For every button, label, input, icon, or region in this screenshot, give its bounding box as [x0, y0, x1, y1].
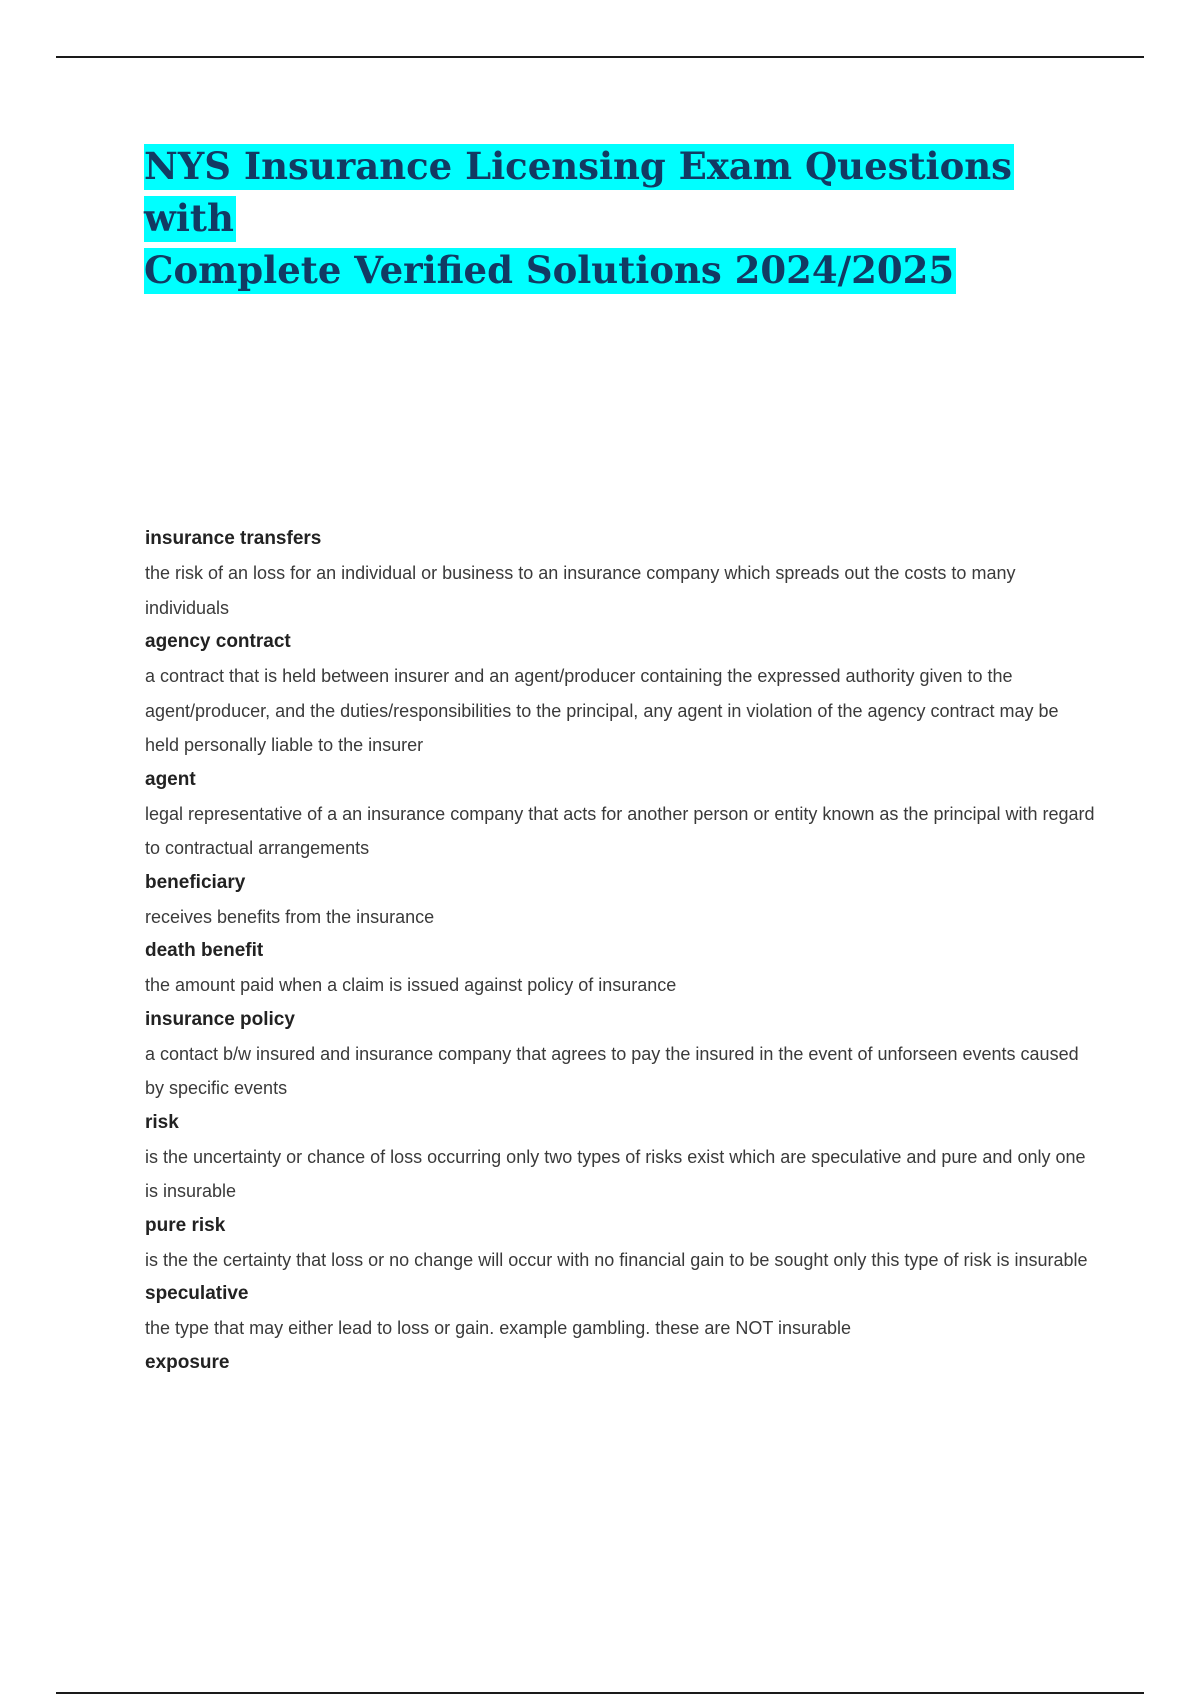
term-heading: pure risk	[145, 1214, 226, 1236]
term-heading: insurance transfers	[145, 528, 322, 549]
term-definition: the type that may either lead to loss or gain. example gambling. these are NOT insurable	[145, 1318, 852, 1338]
bottom-rule	[56, 1692, 1144, 1694]
term-definition: a contact b/w insured and insurance company that agrees to pay the insured in the event of unforseen events caused by specific events	[145, 1043, 1079, 1098]
term-heading: beneficiary	[145, 871, 246, 893]
term-definition: the risk of an loss for an individual or business to an insurance company which spreads out the costs to many individuals	[145, 563, 1016, 618]
term-definition: receives benefits from the insurance	[145, 906, 435, 927]
glossary-entry	[145, 1346, 1095, 1380]
glossary-entry	[145, 866, 1095, 935]
term-heading: speculative	[145, 1283, 249, 1304]
term-heading: insurance policy	[145, 1008, 295, 1030]
glossary-list	[145, 522, 1095, 1380]
glossary-entry	[145, 1003, 1095, 1106]
glossary-entry	[145, 1277, 1095, 1346]
term-heading: agent	[145, 768, 196, 790]
title-line-1: NYS Insurance Licensing Exam Questions with	[144, 144, 1013, 240]
glossary-entry	[145, 934, 1095, 1003]
term-definition: a contract that is held between insurer and an agent/producer containing the expressed authority given to the agent/producer, and the duties/responsibilities to the principal, any agent in violation of the agency contract may be held personally liable to the insurer	[145, 666, 1059, 755]
top-rule	[56, 56, 1144, 58]
glossary-entry	[145, 1106, 1095, 1209]
term-definition: is the uncertainty or chance of loss occurring only two types of risks exist which are speculative and pure and only one is insurable	[145, 1146, 1086, 1201]
glossary-entry	[145, 625, 1095, 763]
term-definition: is the the certainty that loss or no change will occur with no financial gain to be sought only this type of risk is insurable	[145, 1249, 1088, 1270]
term-heading: agency contract	[145, 631, 291, 652]
term-heading: risk	[145, 1111, 179, 1133]
term-definition: the amount paid when a claim is issued against policy of insurance	[145, 975, 677, 995]
term-heading: death benefit	[145, 940, 264, 961]
term-definition: legal representative of a an insurance company that acts for another person or entity known as the principal with regard to contractual arrangements	[145, 803, 1095, 858]
glossary-entry	[145, 522, 1095, 625]
term-heading: exposure	[145, 1351, 230, 1373]
document-title	[144, 140, 1104, 296]
title-line-2: Complete Verified Solutions 2024/2025	[144, 248, 955, 292]
glossary-entry	[145, 763, 1095, 866]
glossary-entry	[145, 1209, 1095, 1278]
